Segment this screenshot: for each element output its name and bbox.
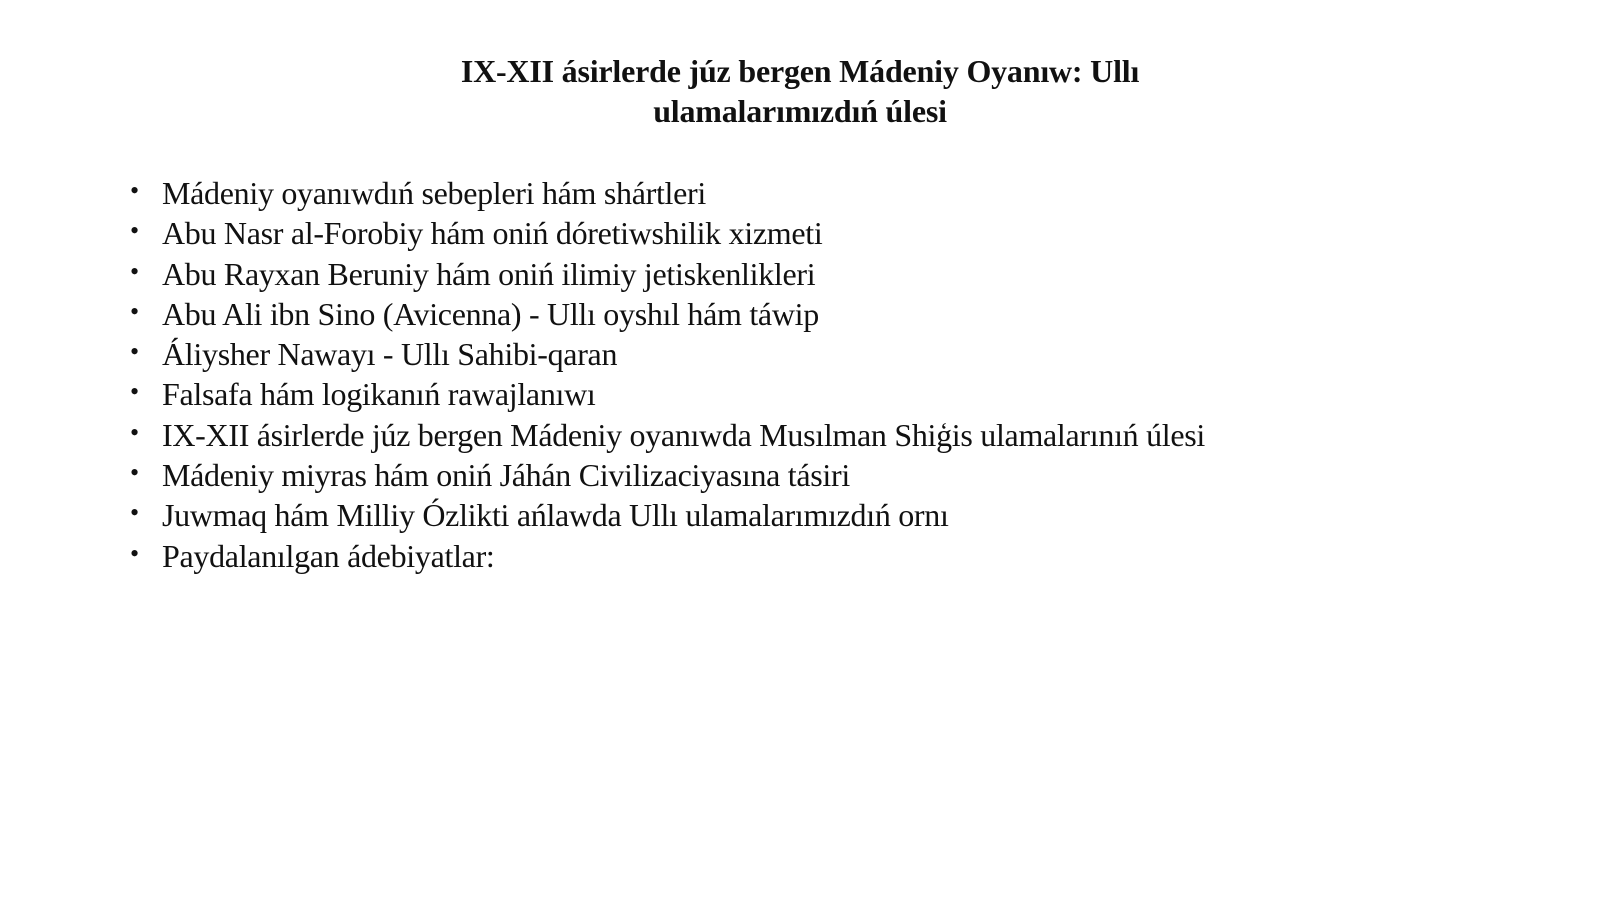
bullet-text: Áliysher Nawayı - Ullı Sahibi-qaran (162, 336, 618, 373)
bullet-text: Paydalanılgan ádebiyatlar: (162, 537, 495, 574)
slide-title-line-2: ulamalarımızdıń úlesi (653, 93, 947, 129)
bullet-icon: • (130, 216, 139, 246)
bullet-list (130, 173, 1530, 576)
bullet-item (130, 254, 1530, 294)
bullet-icon: • (130, 256, 139, 286)
bullet-icon: • (130, 538, 139, 568)
bullet-text: Mádeniy oyanıwdıń sebepleri hám shártleri (162, 175, 706, 211)
bullet-icon: • (130, 498, 139, 528)
slide-title-line-1: IX-XII ásirlerde júz bergen Mádeniy Oyanıw: Ullı (460, 53, 1140, 89)
bullet-text: Abu Rayxan Beruniy hám oniń ilimiy jetiskenlikleri (162, 255, 816, 292)
bullet-item (130, 334, 1530, 374)
bullet-item (130, 415, 1530, 455)
bullet-item (130, 455, 1530, 495)
bullet-icon: • (130, 377, 139, 407)
bullet-item (130, 294, 1530, 334)
bullet-item (130, 374, 1530, 414)
bullet-text: Juwmaq hám Milliy Ózlikti ańlawda Ullı ulamalarımızdıń ornı (162, 497, 949, 534)
bullet-text: Abu Nasr al-Forobiy hám oniń dóretiwshilik xizmeti (162, 215, 823, 252)
bullet-item (130, 536, 1530, 576)
bullet-text: Mádeniy miyras hám oniń Jáhán Civilizaciyasına tásiri (162, 457, 850, 494)
bullet-item (130, 173, 1530, 213)
bullet-text: Falsafa hám logikanıń rawajlanıwı (162, 376, 596, 413)
bullet-icon: • (130, 296, 139, 326)
bullet-icon: • (130, 176, 139, 205)
bullet-text: IX-XII ásirlerde júz bergen Mádeniy oyanıwda Musılman Shiģis ulamalarınıń úlesi (162, 416, 1206, 453)
slide-title (0, 51, 1600, 131)
bullet-item (130, 213, 1530, 253)
bullet-icon: • (130, 337, 139, 367)
bullet-icon: • (130, 417, 139, 447)
bullet-text: Abu Ali ibn Sino (Avicenna) - Ullı oyshıl hám táwip (162, 295, 819, 332)
bullet-item (130, 495, 1530, 535)
bullet-icon: • (130, 458, 139, 488)
